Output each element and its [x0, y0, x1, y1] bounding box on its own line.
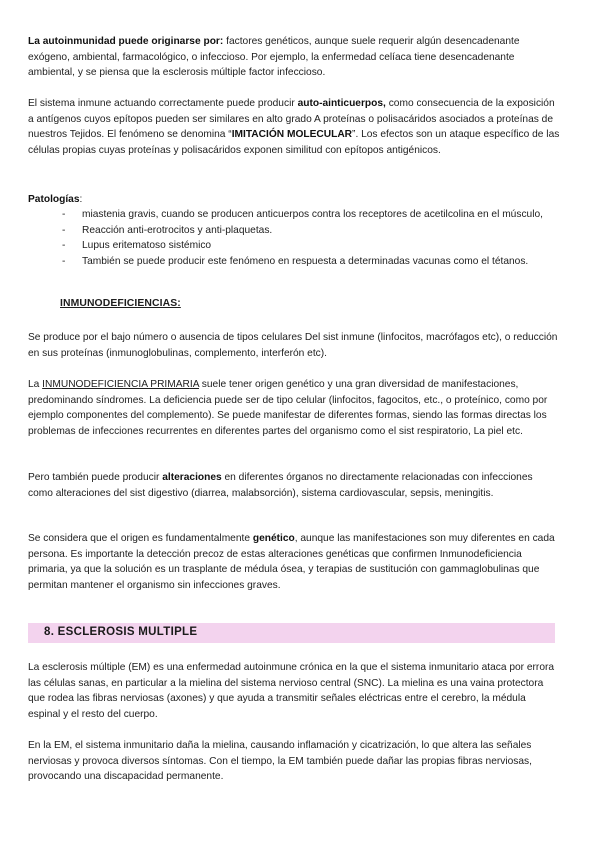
bold-phrase: La autoinmunidad puede originarse por: [28, 36, 224, 47]
bold-term: IMITACIÓN MOLECULAR [231, 129, 353, 141]
bold-term: alteraciones [162, 472, 222, 483]
paragraph-inmunodeficiencia-primaria: La INMUNODEFICIENCIA PRIMARIA suele tener origen genético y una gran diversidad de manifestaciones, predominando síndromes. La deficiencia puede ser de tipo celular (linfocitos, fagocitos, etc., o proteínico, como por ejemplo componentes del complemento). Se puede manifestar de diferentes formas, siendo las formas directas los problemas de infecciones recurrentes en diferentes partes del organismo como el sist respiratorio, La piel etc. [28, 379, 548, 437]
paragraph-origen-genetico: Se considera que el origen es fundamentalmente genético, aunque las manifestaciones son muy diferentes en cada persona. Es importante la detección precoz de estas alteraciones genéticas que confirmen Inmunodeficiencia primaria, ya que la solución es un trasplante de médula ósea, y terapias de sustitución con gammaglobulinas que permitan mantener el organismo sin infecciones graves. [28, 533, 555, 591]
patologias-heading: Patologías: [28, 194, 83, 205]
paragraph-esclerosis-definicion: La esclerosis múltiple (EM) es una enfermedad autoinmune crónica en la que el sistema inmunitario ataca por errora las células sanas, en particular a la mielina del sistema nervioso central (SNC). La mielina es una vaina protectora que rodea las fibras nerviosas (axones) y que ayuda a transmitir señales eléctricas entre el cerebro, la médula espinal y el resto del cuerpo. [28, 662, 555, 720]
patologias-list [60, 207, 560, 269]
paragraph-imitacion-molecular: El sistema inmune actuando correctamente puede producir auto-ainticuerpos, como consecuencia de la exposición a antígenos cuyos epítopos pueden ser similares en alto grado A proteínas o polisacáridos asociados a proteínas de nuestros Tejidos. El fenómeno se denomina “IMITACIÓN MOLECULAR”. Los efectos son un ataque específico de las células propias cuyas proteínas y polisacáridos exponen similitud con epítopos antigénicos. [28, 98, 560, 156]
underlined-term: INMUNODEFICIENCIA PRIMARIA [42, 379, 199, 390]
section-heading-bar [28, 623, 555, 643]
inmunodeficiencias-heading: INMUNODEFICIENCIAS: [60, 298, 181, 309]
bold-term: auto-ainticuerpos, [297, 98, 386, 109]
list-item: - miastenia gravis, cuando se producen anticuerpos contra los receptores de acetilcolina en el músculo, [62, 209, 543, 220]
bold-term: genético [252, 533, 295, 544]
paragraph-autoinmunidad-origen: La autoinmunidad puede originarse por: factores genéticos, aunque suele requerir algún desencadenante exógeno, ambiental, farmacológico, o infeccioso. Por ejemplo, la enfermedad celíaca tiene desencadenante ambiental, y se piensa que la esclerosis múltiple factor infeccioso. [28, 36, 520, 79]
paragraph-alteraciones: Pero también puede producir alteraciones en diferentes órganos no directamente relacionadas con infecciones como alteraciones del sist digestivo (diarrea, malabsorción), sistema cardiovascular, sepsis, meningitis. [28, 472, 533, 499]
paragraph-esclerosis-efectos: En la EM, el sistema inmunitario daña la mielina, causando inflamación y cicatrización, lo que altera las señales nerviosas y provoca diversos síntomas. Con el tiempo, la EM también puede dañar las propias fibras nerviosas, provocando una discapacidad permanente. [28, 740, 532, 783]
list-item: - También se puede producir este fenómeno en respuesta a determinadas vacunas como el tétanos. [62, 255, 529, 267]
list-item: - Lupus eritematoso sistémico [62, 240, 212, 252]
list-item: - Reacción anti-erotrocitos y anti-plaquetas. [62, 224, 273, 236]
section-title: 8. ESCLEROSIS MULTIPLE [44, 626, 198, 638]
paragraph-inmunodeficiencias-causa: Se produce por el bajo número o ausencia de tipos celulares Del sist inmune (linfocitos, macrófagos etc), o reducción en sus proteínas (inmunoglobulinas, complemento, interferón etc). [28, 332, 558, 359]
